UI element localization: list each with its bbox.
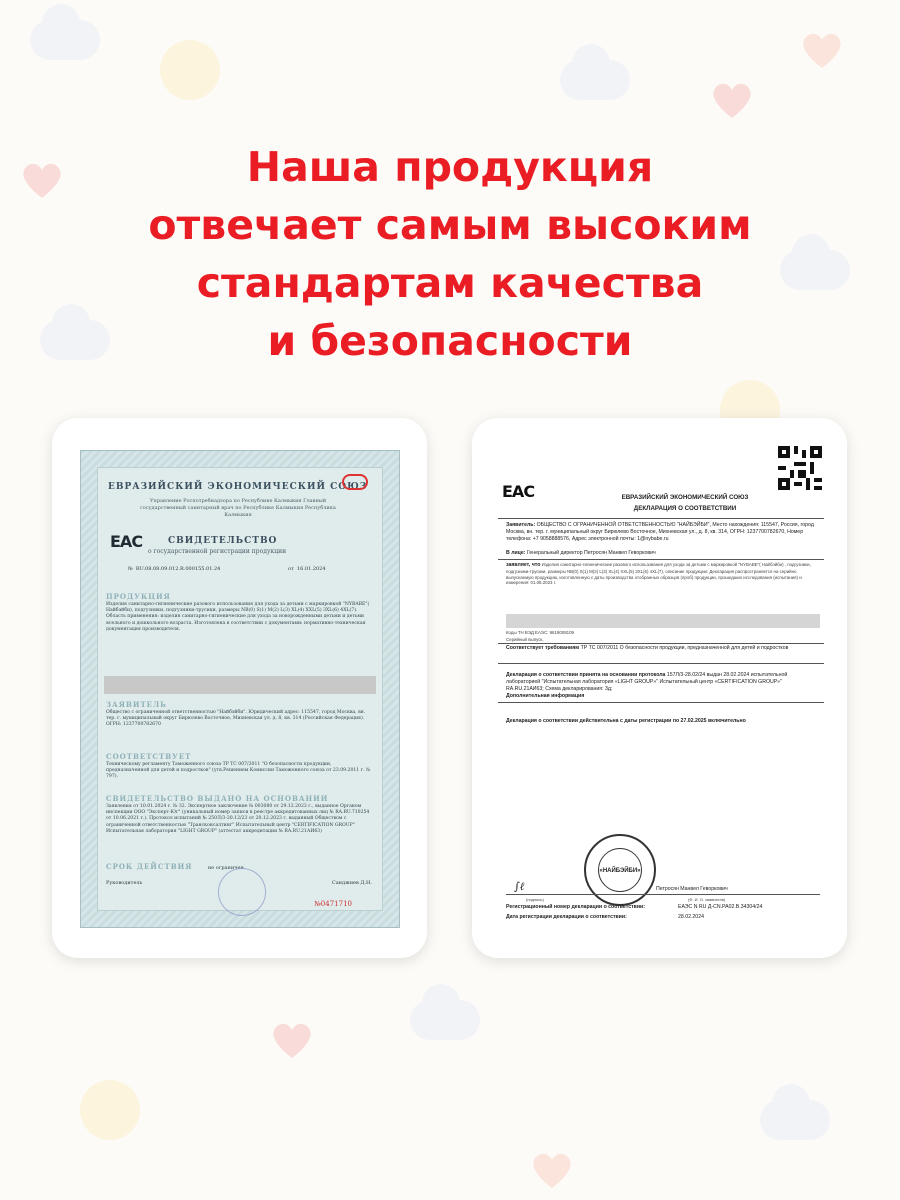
number-label: №	[128, 566, 133, 572]
cloud-icon	[560, 60, 630, 100]
applicant-text: ОБЩЕСТВО С ОГРАНИЧЕННОЙ ОТВЕТСТВЕННОСТЬЮ "НАЙБЭЙБИ", Место нахождения: 115547, Россия, город Москва, вн. тер. г. муниципальный округ Бирюлево Восточное, Михневская ул., д. 8, кв. 314, ОГРН: 1237700782670, Номер телефона: +7 9058888576, Адрес электронной почты: 1@nybabe.ru	[506, 522, 814, 542]
term-value: не ограничен	[207, 865, 244, 871]
company-stamp-icon	[584, 834, 656, 906]
divider	[498, 518, 824, 519]
extra-label: Дополнительная информация	[506, 693, 585, 699]
product-text: Изделия санитарно-гигиенические разового использования для ухода за детьми с маркировкой "NYBABE"( Найбэйби), подгузники, подгузники-трусики, размеры NB(0) S(1) M(2) L(3) XL(4) XXL(5) 3XL(6) 4XL(7). Область применения: изделия санитарно-гигиенические для ухода за новорожденными детьми и детьми ясельного и дошкольного возраста. Изготовлена в соответствии с документами: нормативно-техническая документация производителя.	[106, 602, 370, 632]
basis-text: 157Л/3-28.02/24 выдан 28.02.2024 испытательной лабораторией "Испытательная лаборатория «LIGHT GROUP»" Испытательный центр «CERTIFICATION GROUP»" RA.RU.21АИ63; Схема декларирования: 3д;	[506, 672, 788, 692]
basis-heading: СВИДЕТЕЛЬСТВО ВЫДАНО НА ОСНОВАНИИ	[106, 794, 329, 803]
redacted-block	[506, 614, 820, 628]
reg-number-row	[506, 904, 820, 910]
heart-icon	[800, 30, 844, 70]
headline-line-1: Наша продукция	[246, 143, 654, 191]
reg-date-label: Дата регистрации декларации о соответствии:	[506, 914, 627, 920]
redacted-block	[104, 676, 376, 694]
reg-number-label: Регистрационный номер декларации о соответствии:	[506, 904, 645, 910]
cloud-icon	[410, 1000, 480, 1040]
tn-ved-codes: Коды ТН ВЭД ЕАЭС: 9619008109	[506, 630, 574, 635]
reg-date-value: 28.02.2024	[678, 914, 704, 920]
signer-name: Санджиев Д.Н.	[331, 880, 372, 886]
declares-block	[506, 562, 820, 586]
declaration-card	[472, 418, 847, 958]
sun-icon	[80, 1080, 140, 1140]
applicant-label: Заявитель:	[506, 522, 536, 528]
term-heading	[106, 862, 244, 871]
certificate-title: СВИДЕТЕЛЬСТВО	[168, 536, 278, 546]
certificate-scan	[80, 450, 400, 928]
complies-label: Соответствует требованиям	[506, 645, 580, 651]
date-label: от	[288, 566, 294, 572]
divider	[498, 702, 824, 703]
signer-role: Руководитель	[106, 880, 143, 886]
heart-icon	[530, 1150, 574, 1190]
basis-block	[506, 672, 820, 693]
signature-caption: (подпись)	[526, 897, 544, 902]
headline-line-4: и безопасности	[267, 317, 633, 365]
declaration-header	[570, 492, 800, 514]
reg-number-value: ЕАЭС N RU Д-CN.РА02.В.34304/24	[678, 904, 763, 910]
qr-code-icon	[778, 446, 822, 490]
declaration-union: ЕВРАЗИЙСКИЙ ЭКОНОМИЧЕСКИЙ СОЮЗ	[621, 494, 749, 501]
certificate-body	[97, 467, 383, 911]
complies-heading: СООТВЕТСТВУЕТ	[106, 752, 192, 761]
applicant-text: Общество с ограниченной ответственностью "Найбэйби". Юридический адрес: 115547, город Москва, вн. тер. г. муниципальный округ Бирюлево Восточное, Михневская ул. д. 8, кв. 314 (Российская Федерация). ОГРН: 1237700782670	[106, 710, 366, 728]
headline-line-3: стандартам качества	[196, 259, 704, 307]
headline	[0, 138, 900, 370]
certificate-subtitle: о государственной регистрации продукции	[148, 548, 287, 555]
eac-logo-icon: ЕАС	[502, 482, 535, 501]
signature-line	[506, 894, 820, 895]
validity-text: Декларация о соответствии действительна с даты регистрации по 27.02.2025 включительно	[506, 718, 746, 724]
declaration-title: ДЕКЛАРАЦИЯ О СООТВЕТСТВИИ	[633, 505, 737, 512]
heart-icon	[270, 1020, 314, 1060]
complies-block	[506, 645, 820, 652]
divider	[498, 663, 824, 664]
person-block	[506, 550, 820, 557]
term-label: СРОК ДЕЙСТВИЯ	[106, 862, 193, 871]
serial-output: Серийный выпуск,	[506, 637, 544, 642]
signer-name: Петросян Манвел Геворкович	[656, 886, 728, 892]
date-value: 16.01.2024	[296, 566, 326, 572]
declares-text: Изделия санитарно-гигиенические разового использования для ухода за детьми с маркировкой "NYBABE"( Найбэйби) , подгузники, подгузники-трусики, размеры NB(0) S(1) M(2) L(3) XL(4) XXL(5) 3XL(6) 4XL(7), описание продукции: Декларация распространяется на серийно выпускаемую продукцию, изготовленную с даты производства отобранных образцов (проб) продукции, прошедших исследования (испытания) и измерения: 01.08.2023 г.	[506, 562, 811, 586]
divider	[498, 643, 824, 644]
basis-text: Заявления от 10.01.2024 г. № 32. Экспертное заключение № 003080 от 29.12.2023 г., выданное Органом инспекции ООО "Эксперт-Юг" (уникальный номер записи в реестре аккредитованных лиц № RA.RU.710254 от 10.06.2021 г.). Протокол испытаний № 250Л/3-20.12/23 от 20.12.2023 г. выданный Обществом с ограниченной ответственностью "Трансконсалтинг" Испытательный центр "CERTIFICATION GROUP" Испытательная лаборатория "LIGHT GROUP" (аттестат аккредитации № RA.RU.21АИ63)	[106, 804, 370, 834]
basis-label: Декларация о соответствии принята на основании протокола	[506, 672, 666, 678]
person-label: В лице:	[506, 550, 526, 556]
eac-logo-icon: ЕАС	[110, 532, 143, 551]
certificate-card	[52, 418, 427, 958]
applicant-block	[506, 522, 820, 543]
product-heading: ПРОДУКЦИЯ	[106, 592, 171, 601]
sun-icon	[160, 40, 220, 100]
certificate-union: ЕВРАЗИЙСКИЙ ЭКОНОМИЧЕСКИЙ СОЮЗ	[108, 482, 368, 492]
certificate-number	[128, 566, 220, 572]
heart-icon	[710, 80, 754, 120]
applicant-heading: ЗАЯВИТЕЛЬ	[106, 700, 167, 709]
headline-line-2: отвечает самым высоким	[148, 201, 752, 249]
complies-text: ТР ТС 007/2011 О безопасности продукции, предназначенной для детей и подростков	[580, 645, 789, 651]
stamp-label: «НАЙБЭЙБИ»	[598, 848, 642, 892]
reg-date-row	[506, 914, 820, 920]
declares-label: заявляет, что	[506, 562, 541, 568]
divider	[498, 559, 824, 560]
certificate-date	[288, 566, 326, 572]
fio-caption: (Ф. И. О. заявителя)	[688, 897, 726, 902]
extra-info	[506, 693, 820, 700]
cloud-icon	[30, 20, 100, 60]
certificate-authority: Управление Роспотребнадзора по Республике Калмыкия Главный государственный санитарный врач по Республике Калмыкия Республика Калмыкия	[140, 498, 336, 518]
stamp-icon	[218, 868, 266, 916]
complies-text: Техническому регламенту Таможенного союза ТР ТС 007/2011 "О безопасности продукции, предназначенной для детей и подростков" (утв.Решением Комиссии Таможенного союза от 23.09.2011 г. № 797).	[106, 762, 371, 780]
ce-logo-icon	[342, 474, 368, 490]
person-text: Генеральный директор Петросян Манвел Геворкович	[526, 550, 656, 556]
declaration-document	[498, 446, 824, 930]
number-value: RU.08.08.09.012.R.000155.01.24	[135, 566, 221, 572]
signature-icon: ∫ℓ	[514, 880, 525, 893]
certificate-serial: №0471710	[314, 900, 352, 908]
cloud-icon	[760, 1100, 830, 1140]
